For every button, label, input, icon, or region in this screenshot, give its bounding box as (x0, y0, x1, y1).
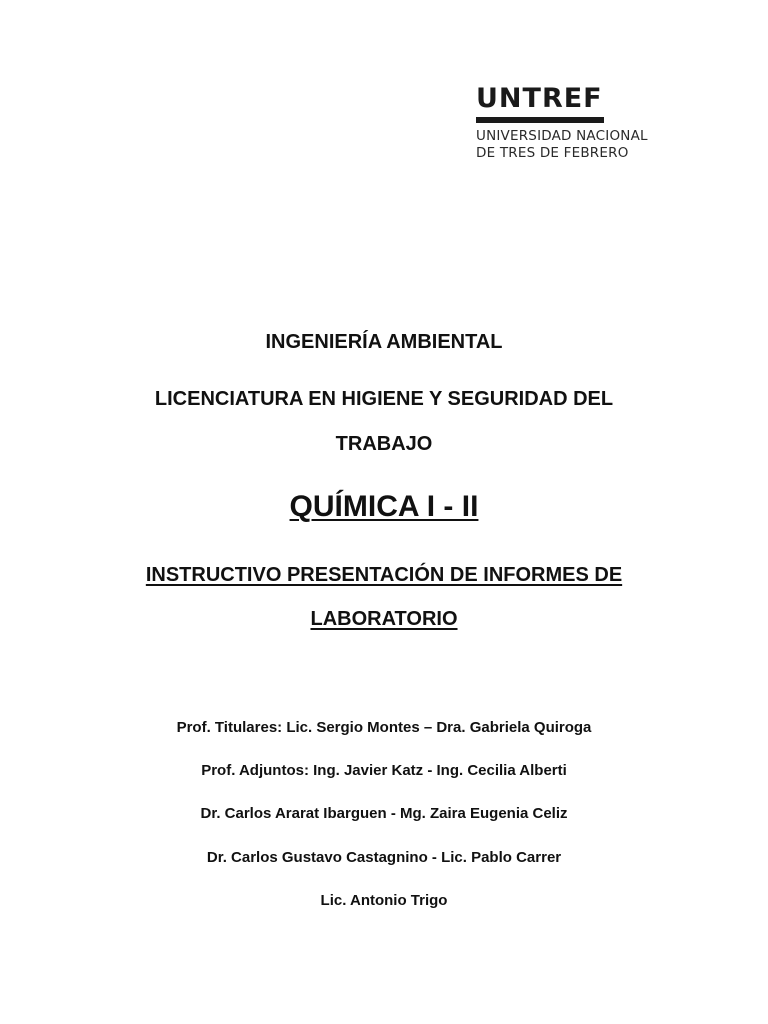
logo-subtitle-line-1: UNIVERSIDAD NACIONAL (476, 128, 648, 144)
staff-line-3: Dr. Carlos Ararat Ibarguen - Mg. Zaira Eugenia Celiz (200, 805, 568, 822)
university-logo (476, 84, 676, 162)
document-title-line-1: INSTRUCTIVO PRESENTACIÓN DE INFORMES DE (145, 564, 623, 586)
staff-line-5: Lic. Antonio Trigo (320, 892, 448, 909)
staff-line-4: Dr. Carlos Gustavo Castagnino - Lic. Pablo Carrer (206, 849, 562, 866)
program-heading-1: INGENIERÍA AMBIENTAL (265, 331, 503, 353)
logo-underline-bar (476, 117, 604, 123)
program-heading-2: LICENCIATURA EN HIGIENE Y SEGURIDAD DEL (154, 388, 614, 410)
subject-title: QUÍMICA I - II (289, 490, 479, 523)
staff-titulares: Prof. Titulares: Lic. Sergio Montes – Dra. Gabriela Quiroga (176, 719, 592, 736)
staff-adjuntos: Prof. Adjuntos: Ing. Javier Katz - Ing. Cecilia Alberti (201, 762, 567, 779)
logo-subtitle-line-2: DE TRES DE FEBRERO (476, 145, 629, 161)
document-title-line-2: LABORATORIO (310, 608, 458, 630)
program-heading-3: TRABAJO (335, 433, 433, 455)
logo-wordmark: UNTREF (476, 83, 603, 114)
